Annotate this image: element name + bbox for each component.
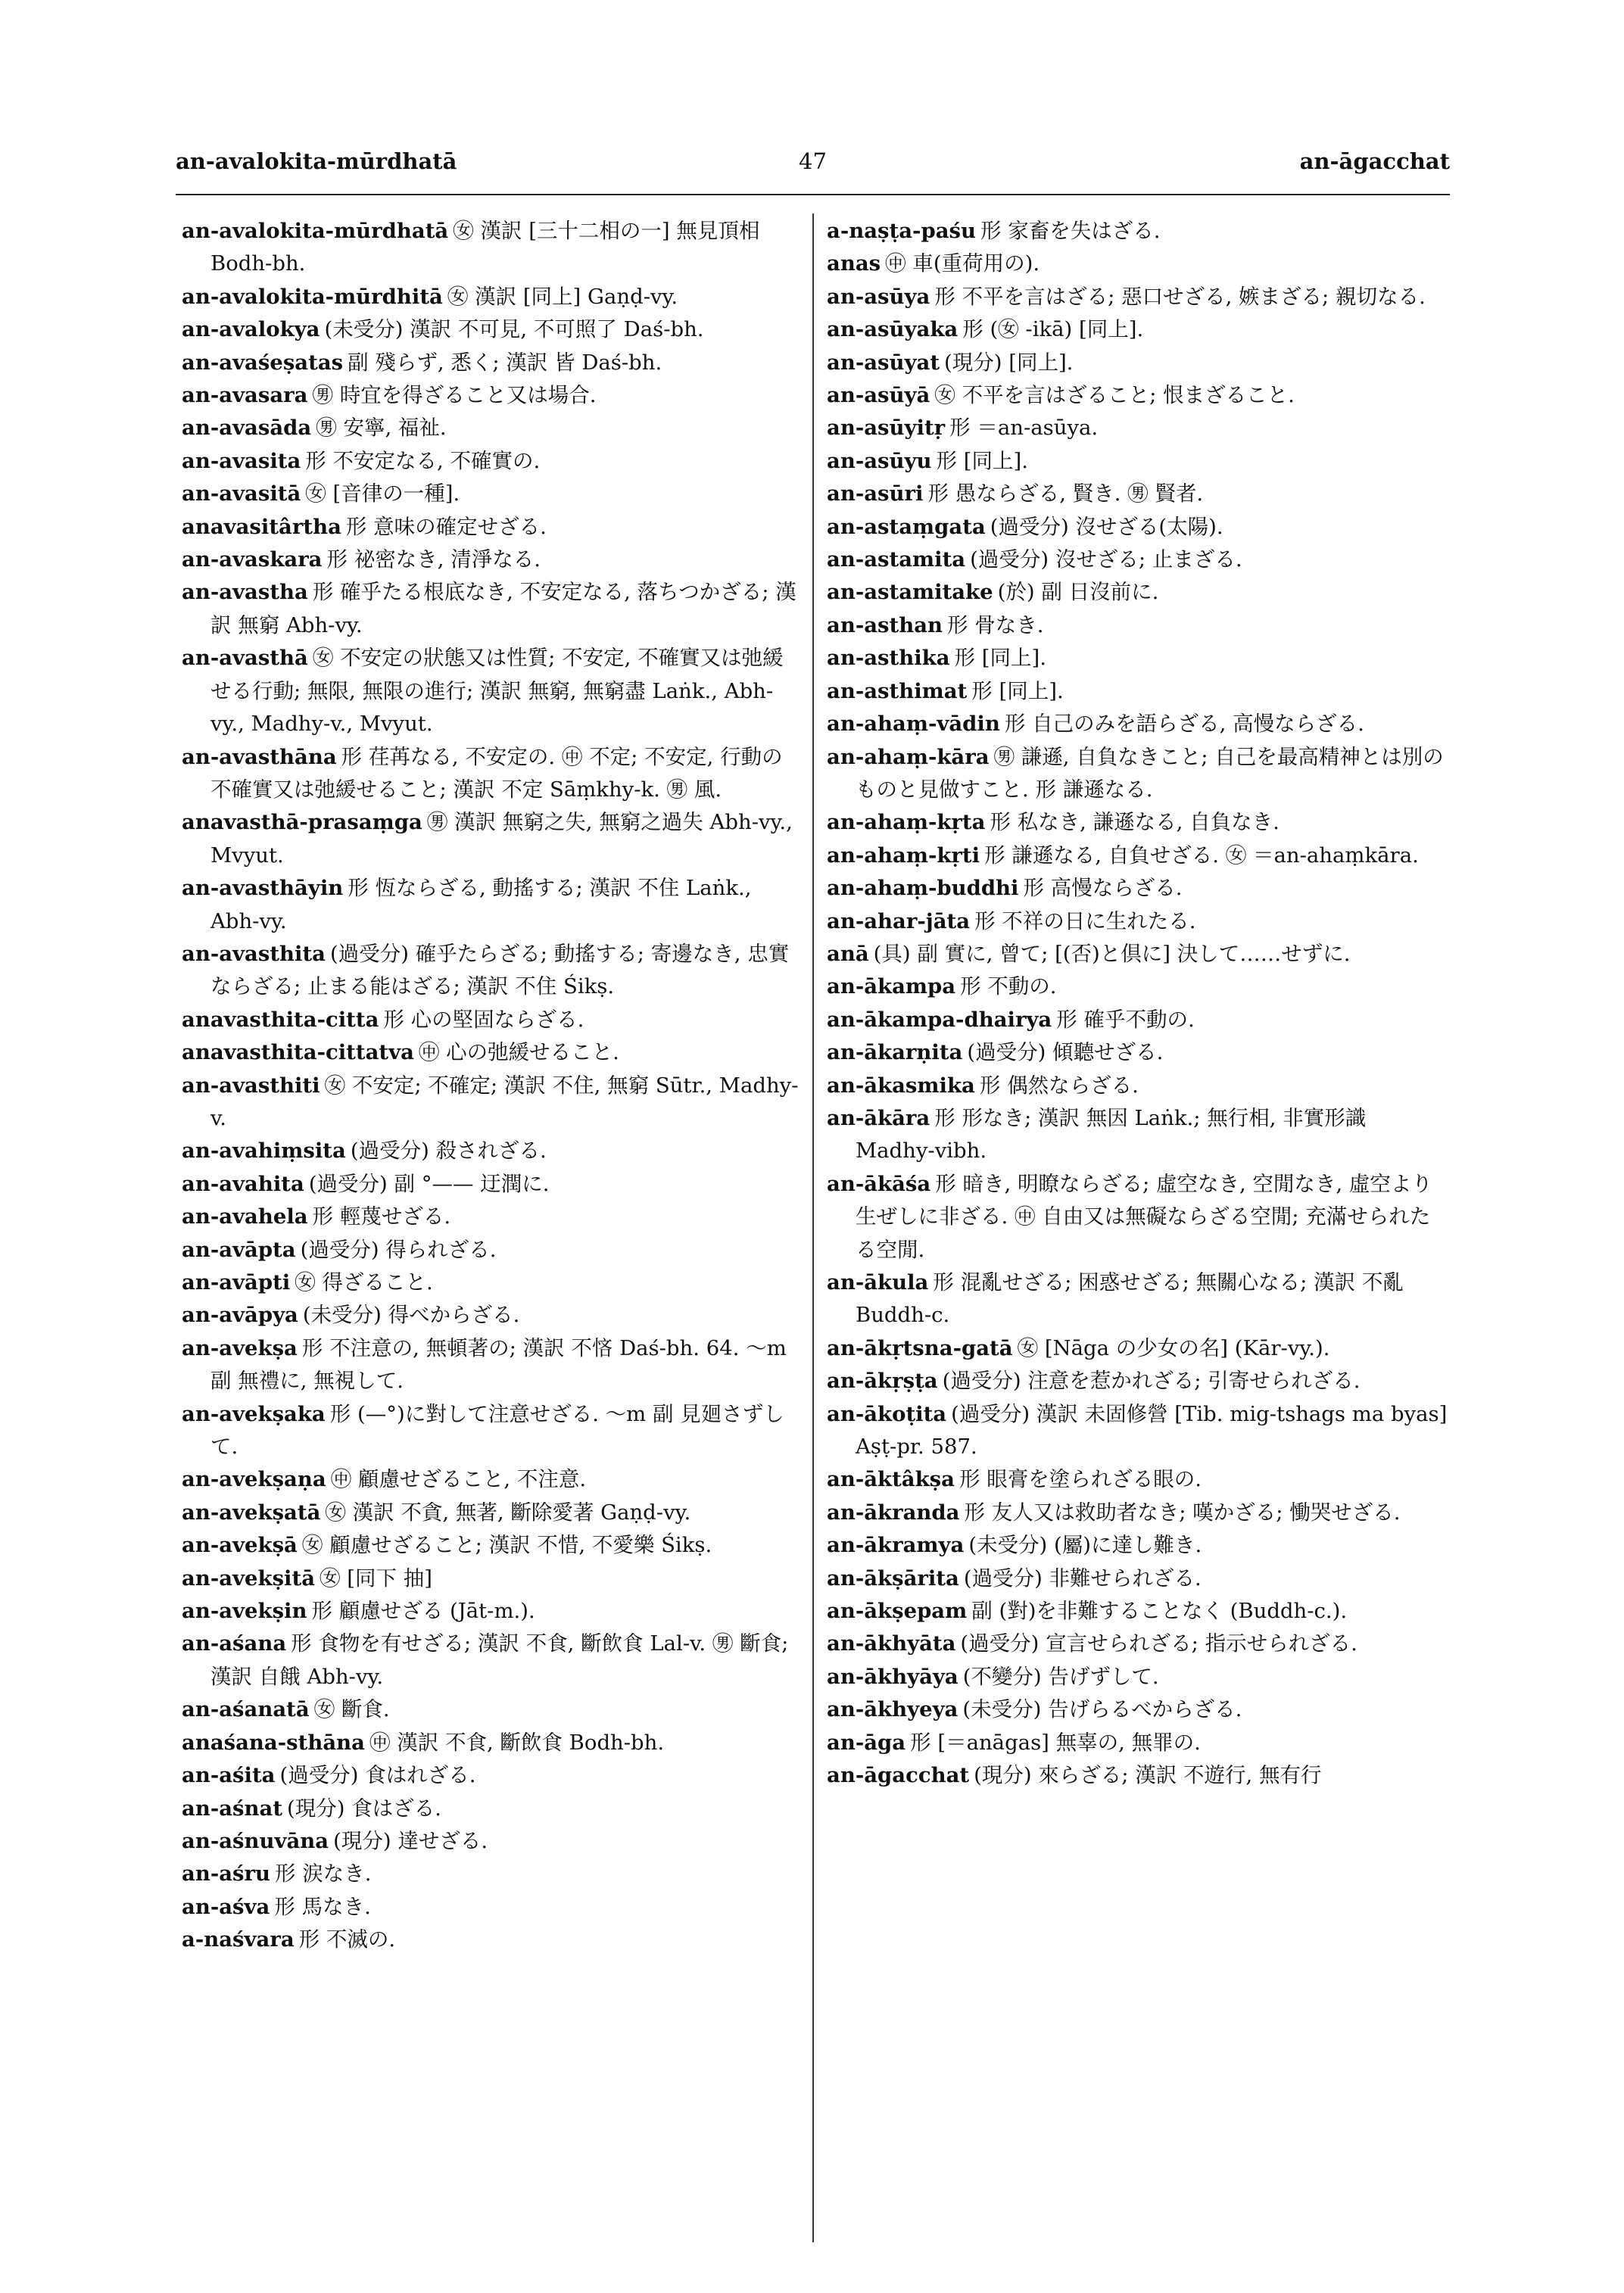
- definition: (過受分) 殺されざる.: [350, 1139, 547, 1164]
- definition: 形 骨なき.: [947, 612, 1044, 637]
- definition: (過受分) 沒せざる(太陽).: [990, 514, 1223, 539]
- headword: an-ākampa: [827, 974, 956, 999]
- dictionary-entry: [827, 1036, 1449, 1069]
- definition: 形 心の堅固ならざる.: [383, 1007, 584, 1032]
- headword: an-avasitā: [182, 481, 301, 506]
- dictionary-entry: [827, 478, 1449, 510]
- definition: 形 形なき; 漢訳 無因 Laṅk.; 無行相, 非實形識 Madhy-vibh.: [856, 1105, 1367, 1164]
- definition: (過受分) 注意を惹かれざる; 引寄せられざる.: [942, 1369, 1361, 1394]
- dictionary-entry: [182, 1070, 801, 1136]
- definition: 形 私なき, 謙遜なる, 自負なき.: [990, 810, 1280, 835]
- definition: 形 意味の確定せざる.: [345, 514, 547, 539]
- definition: (未受分) 告げらるべからざる.: [962, 1697, 1242, 1722]
- definition: 形 涙なき.: [275, 1862, 372, 1886]
- headword: anavasthita-cittatva: [182, 1040, 414, 1065]
- dictionary-entry: [182, 1135, 801, 1167]
- right-column: [827, 215, 1449, 1793]
- dictionary-entry: [827, 1070, 1449, 1102]
- dictionary-entry: [827, 1365, 1449, 1397]
- definition: (現分) 食はざる.: [287, 1796, 441, 1821]
- dictionary-entry: [182, 576, 801, 642]
- headword: an-aśana: [182, 1631, 287, 1656]
- definition: 形 (—°)に對して注意せざる. ～m 副 見廻さずして.: [210, 1401, 784, 1460]
- definition: ㊛ 不安定; 不確定; 漢訳 不住, 無窮 Sūtr., Madhy-v.: [210, 1073, 799, 1130]
- headword: an-avāpta: [182, 1237, 296, 1262]
- headword: an-avekṣaka: [182, 1401, 326, 1426]
- headword: an-aśanatā: [182, 1697, 310, 1722]
- dictionary-entry: [827, 1004, 1449, 1036]
- dictionary-entry: [182, 478, 801, 510]
- definition: (過受分) 副 °—— 迂潤に.: [308, 1171, 550, 1196]
- dictionary-entry: [182, 1266, 801, 1299]
- headword: an-aśnat: [182, 1796, 283, 1821]
- headword: an-avekṣa: [182, 1335, 298, 1360]
- dictionary-entry: [827, 215, 1449, 248]
- header-rule: [176, 194, 1450, 195]
- running-head-right: an-āgacchat: [1299, 148, 1450, 174]
- headword: an-āktâkṣa: [827, 1467, 955, 1492]
- headword: an-ākasmika: [827, 1073, 975, 1098]
- headword: an-avekṣatā: [182, 1500, 321, 1525]
- headword: an-avasāda: [182, 416, 312, 441]
- dictionary-entry: [827, 1727, 1449, 1759]
- dictionary-entry: [182, 1299, 801, 1332]
- headword: anavasitârtha: [182, 514, 341, 539]
- dictionary-entry: [182, 1825, 801, 1858]
- headword: an-avasara: [182, 383, 308, 408]
- dictionary-entry: [827, 412, 1449, 444]
- headword: anavasthita-citta: [182, 1007, 379, 1032]
- definition: ㊛ 顧慮せざること; 漢訳 不惜, 不愛樂 Śikṣ.: [301, 1533, 712, 1558]
- dictionary-entry: [182, 1628, 801, 1693]
- page-header: [176, 148, 1450, 182]
- headword: an-ahaṃ-vādin: [827, 712, 1000, 737]
- dictionary-entry: [182, 1234, 801, 1266]
- definition: (不變分) 告げずして.: [962, 1664, 1159, 1689]
- headword: an-ākhyeya: [827, 1697, 959, 1722]
- headword: an-ākṛṣṭa: [827, 1369, 938, 1394]
- headword: an-asthika: [827, 646, 950, 671]
- dictionary-entry: [827, 905, 1449, 938]
- headword: an-avahela: [182, 1204, 308, 1229]
- dictionary-entry: [827, 1562, 1449, 1595]
- dictionary-entry: [827, 1628, 1449, 1660]
- definition: 形 不動の.: [960, 974, 1057, 999]
- definition: (過受分) 傾聽せざる.: [967, 1040, 1164, 1065]
- dictionary-entry: [827, 544, 1449, 576]
- dictionary-entry: [827, 379, 1449, 412]
- definition: 形 不滅の.: [298, 1927, 396, 1952]
- definition: 形 自己のみを語らざる, 高慢ならざる.: [1004, 712, 1364, 737]
- headword: an-ākula: [827, 1270, 929, 1294]
- definition: (現分) 達せざる.: [333, 1828, 488, 1853]
- definition: 形 荏苒なる, 不安定の. ㊥ 不定; 不安定, 行動の不確實又は弛緩せること; 漢訳 不定 Sāṃkhy-k. ㊚ 風.: [210, 744, 783, 802]
- dictionary-entry: [827, 1332, 1449, 1365]
- definition: (過受分) 漢訳 未固修營 [Tib. mig-tshags ma byas] Aṣṭ-pr. 587.: [856, 1401, 1448, 1460]
- headword: an-avekṣaṇa: [182, 1467, 326, 1492]
- headword: an-aśru: [182, 1862, 271, 1886]
- headword: an-ākṣepam: [827, 1599, 968, 1624]
- headword: an-asthan: [827, 612, 943, 637]
- definition: 副 殘らず, 悉く; 漢訳 皆 Daś-bh.: [348, 350, 662, 375]
- headword: a-naṣṭa-paśu: [827, 219, 976, 243]
- left-column: [182, 215, 801, 1957]
- headword: an-avāpya: [182, 1303, 298, 1328]
- headword: an-astaṃgata: [827, 514, 986, 539]
- definition: ㊛ 漢訳 [同上] Gaṇḍ-vy.: [447, 284, 678, 309]
- definition: 形 (㊛ -ikā) [同上].: [962, 317, 1144, 342]
- definition: 形 謙遜なる, 自負せざる. ㊛ ＝an-ahaṃkāra.: [984, 843, 1419, 868]
- headword: anas: [827, 251, 881, 276]
- definition: ㊥ 心の弛緩せること.: [418, 1040, 619, 1065]
- definition: (現分) 來らざる; 漢訳 不遊行, 無有行: [974, 1763, 1322, 1788]
- definition: 形 馬なき.: [274, 1894, 371, 1919]
- dictionary-entry: [182, 313, 801, 346]
- headword: an-avasthā: [182, 646, 308, 671]
- definition: (過受分) 沒せざる; 止まざる.: [970, 547, 1242, 572]
- definition: 形 愚ならざる, 賢き. ㊚ 賢者.: [927, 481, 1204, 506]
- headword: an-avahita: [182, 1171, 304, 1196]
- definition: ㊚ 時宜を得ざること又は場合.: [312, 383, 597, 408]
- dictionary-entry: [827, 281, 1449, 313]
- dictionary-entry: [827, 1529, 1449, 1562]
- headword: anaśana-sthāna: [182, 1730, 365, 1755]
- headword: anā: [827, 941, 869, 966]
- definition: 形 輕蔑せざる.: [312, 1204, 451, 1229]
- headword: an-avasthāna: [182, 744, 337, 769]
- definition: ㊛ 不平を言はざること; 恨まざること.: [934, 383, 1295, 408]
- dictionary-entry: [182, 1727, 801, 1759]
- definition: (未受分) 漢訳 不可見, 不可照了 Daś-bh.: [324, 317, 704, 342]
- headword: an-ākhyāta: [827, 1631, 956, 1656]
- headword: an-ākramya: [827, 1533, 965, 1558]
- headword: an-avalokya: [182, 317, 320, 342]
- headword: an-ākampa-dhairya: [827, 1007, 1052, 1032]
- headword: an-avasthiti: [182, 1073, 320, 1098]
- running-head-left: an-avalokita-mūrdhatā: [176, 148, 457, 174]
- headword: an-asūri: [827, 481, 924, 506]
- definition: 形 [＝anāgas] 無辜の, 無罪の.: [910, 1730, 1201, 1755]
- definition: 副 (對)を非難することなく (Buddh-c.).: [971, 1599, 1348, 1624]
- headword: an-avasthita: [182, 941, 326, 966]
- definition: (未受分) (屬)に達し難き.: [968, 1533, 1202, 1558]
- headword: an-avasita: [182, 448, 301, 473]
- dictionary-entry: [182, 281, 801, 313]
- dictionary-entry: [827, 1595, 1449, 1628]
- definition: ㊥ 顧慮せざること, 不注意.: [330, 1467, 587, 1492]
- headword: an-ahar-jāta: [827, 908, 971, 933]
- definition: ㊛ [音律の一種].: [305, 481, 460, 506]
- dictionary-entry: [182, 642, 801, 740]
- definition: 形 不平を言はざる; 惡口せざる, 嫉まざる; 親切なる.: [934, 284, 1426, 309]
- dictionary-entry: [182, 806, 801, 872]
- dictionary-entry: [827, 1661, 1449, 1693]
- definition: ㊛ 漢訳 [三十二相の一] 無見頂相 Bodh-bh.: [210, 219, 760, 276]
- headword: an-āga: [827, 1730, 906, 1755]
- dictionary-entry: [182, 1398, 801, 1464]
- dictionary-entry: [182, 1793, 801, 1825]
- definition: ㊥ 漢訳 不食, 斷飲食 Bodh-bh.: [369, 1730, 665, 1755]
- definition: 形 食物を有せざる; 漢訳 不食, 斷飲食 Lal-v. ㊚ 斷食; 漢訳 自餓 Abh-vy.: [210, 1631, 789, 1689]
- definition: ㊛ [Nāga の少女の名] (Kār-vy.).: [1017, 1335, 1330, 1360]
- dictionary-entry: [827, 1497, 1449, 1529]
- dictionary-entry: [827, 642, 1449, 675]
- headword: an-avalokita-mūrdhitā: [182, 284, 443, 309]
- definition: 形 恆ならざる, 動搖する; 漢訳 不住 Laṅk., Abh-vy.: [210, 876, 752, 933]
- headword: an-aśnuvāna: [182, 1828, 329, 1853]
- headword: an-avaskara: [182, 547, 323, 572]
- headword: an-ahaṃ-kṛti: [827, 843, 980, 868]
- dictionary-entry: [182, 1759, 801, 1792]
- dictionary-entry: [827, 347, 1449, 379]
- headword: an-ākhyāya: [827, 1664, 959, 1689]
- headword: an-ahaṃ-kṛta: [827, 810, 986, 835]
- dictionary-entry: [827, 1168, 1449, 1266]
- dictionary-entry: [182, 511, 801, 544]
- headword: an-ākṣārita: [827, 1566, 959, 1590]
- definition: 形 不注意の, 無頓著の; 漢訳 不悋 Daś-bh. 64. ～m 副 無禮に, 無視して.: [210, 1335, 787, 1394]
- definition: 形 混亂せざる; 困惑せざる; 無關心なる; 漢訳 不亂 Buddh-c.: [856, 1270, 1404, 1328]
- definition: 形 祕密なき, 清淨なる.: [326, 547, 541, 572]
- dictionary-entry: [182, 872, 801, 938]
- definition: (過受分) 非難せられざる.: [963, 1566, 1202, 1590]
- dictionary-entry: [182, 1693, 801, 1726]
- headword: an-ahaṃ-buddhi: [827, 876, 1019, 901]
- headword: an-ākarṇita: [827, 1040, 963, 1065]
- headword: an-asthimat: [827, 678, 968, 703]
- dictionary-entry: [827, 675, 1449, 708]
- definition: (於) 副 日沒前に.: [997, 580, 1159, 605]
- dictionary-entry: [182, 938, 801, 1004]
- headword: an-ākoṭita: [827, 1401, 947, 1426]
- definition: 形 暗き, 明瞭ならざる; 虛空なき, 空閒なき, 虛空より生ぜしに非ざる. ㊥ 自由又は無礙ならざる空閒; 充滿せられたる空閒.: [856, 1171, 1432, 1262]
- headword: an-avasthāyin: [182, 876, 344, 901]
- definition: 形 偶然ならざる.: [979, 1073, 1139, 1098]
- definition: ㊛ 不安定の狀態又は性質; 不安定, 不確實又は弛緩せる行動; 無限, 無限の進行; 漢訳 無窮, 無窮盡 Laṅk., Abh-vy., Madhy-v., Mvyut.: [210, 646, 784, 737]
- dictionary-entry: [827, 576, 1449, 609]
- headword: a-naśvara: [182, 1927, 295, 1952]
- headword: an-asūyaka: [827, 317, 959, 342]
- headword: an-avastha: [182, 580, 308, 605]
- dictionary-entry: [182, 445, 801, 478]
- headword: an-avekṣitā: [182, 1566, 316, 1590]
- dictionary-entry: [182, 412, 801, 444]
- dictionary-entry: [827, 872, 1449, 905]
- definition: ㊛ 漢訳 不貪, 無著, 斷除愛著 Gaṇḍ-vy.: [325, 1500, 691, 1525]
- dictionary-entry: [182, 1529, 801, 1562]
- dictionary-entry: [182, 1924, 801, 1956]
- dictionary-entry: [827, 840, 1449, 872]
- definition: 形 ＝an-asūya.: [949, 416, 1099, 441]
- definition: ㊛ 斷食.: [313, 1697, 390, 1722]
- headword: an-asūyā: [827, 383, 930, 408]
- definition: 形 顧慮せざる (Jāt-m.).: [311, 1599, 535, 1624]
- definition: 形 [同上].: [954, 646, 1046, 671]
- dictionary-entry: [182, 1036, 801, 1069]
- dictionary-entry: [182, 1168, 801, 1201]
- dictionary-entry: [182, 544, 801, 576]
- definition: ㊚ 安寧, 福祉.: [316, 416, 447, 441]
- headword: an-aśva: [182, 1894, 270, 1919]
- page-number: 47: [799, 148, 827, 174]
- dictionary-entry: [827, 313, 1449, 346]
- headword: an-avaśeṣatas: [182, 350, 344, 375]
- definition: (過受分) 食はれざる.: [279, 1763, 476, 1788]
- definition: ㊚ 漢訳 無窮之失, 無窮之過失 Abh-vy., Mvyut.: [210, 810, 793, 868]
- headword: an-asūyitṛ: [827, 416, 946, 441]
- definition: (未受分) 得べからざる.: [302, 1303, 520, 1328]
- dictionary-entry: [827, 1759, 1449, 1792]
- dictionary-entry: [827, 970, 1449, 1003]
- definition: 形 高慢ならざる.: [1023, 876, 1183, 901]
- headword: an-astamita: [827, 547, 966, 572]
- definition: (具) 副 實に, 曾て; [(否)と倶に] 決して……せずに.: [873, 941, 1351, 966]
- dictionary-entry: [182, 1004, 801, 1036]
- definition: 形 [同上].: [971, 678, 1064, 703]
- definition: 形 確乎たる根底なき, 不安定なる, 落ちつかざる; 漢訳 無窮 Abh-vy.: [210, 580, 796, 637]
- dictionary-entry: [827, 1693, 1449, 1726]
- dictionary-entry: [182, 1891, 801, 1924]
- dictionary-entry: [827, 938, 1449, 970]
- dictionary-entry: [827, 1463, 1449, 1496]
- dictionary-entry: [182, 1497, 801, 1529]
- dictionary-entry: [827, 511, 1449, 544]
- dictionary-entry: [827, 1102, 1449, 1168]
- definition: (過受分) 確乎たらざる; 動搖する; 寄邊なき, 忠實ならざる; 止まる能はざる; 漢訳 不住 Śikṣ.: [210, 941, 790, 999]
- dictionary-entry: [182, 1562, 801, 1595]
- dictionary-entry: [827, 806, 1449, 839]
- dictionary-entry: [182, 1595, 801, 1628]
- dictionary-entry: [827, 741, 1449, 807]
- definition: 形 確乎不動の.: [1056, 1007, 1195, 1032]
- dictionary-entry: [182, 741, 801, 807]
- definition: 形 [同上].: [936, 448, 1028, 473]
- definition: ㊛ [同下 抽]: [320, 1566, 432, 1590]
- definition: ㊛ 得ざること.: [295, 1270, 433, 1294]
- definition: ㊚ 謙遜, 自負なきこと; 自己を最高精神とは別のものと見做すこと. 形 謙遜なる.: [856, 744, 1444, 802]
- dictionary-entry: [182, 1463, 801, 1496]
- headword: an-ākāśa: [827, 1171, 931, 1196]
- headword: an-astamitake: [827, 580, 993, 605]
- definition: 形 家畜を失はざる.: [980, 219, 1161, 243]
- definition: (過受分) 宣言せられざる; 指示せられざる.: [960, 1631, 1357, 1656]
- dictionary-entry: [182, 1332, 801, 1398]
- dictionary-entry: [182, 1201, 801, 1233]
- headword: an-aśita: [182, 1763, 276, 1788]
- dictionary-entry: [827, 708, 1449, 740]
- headword: an-avekṣā: [182, 1533, 298, 1558]
- headword: an-avekṣin: [182, 1599, 307, 1624]
- headword: an-ākāra: [827, 1105, 930, 1130]
- headword: an-ākṛtsna-gatā: [827, 1335, 1013, 1360]
- dictionary-entry: [182, 215, 801, 281]
- dictionary-entry: [827, 1398, 1449, 1464]
- dictionary-entry: [182, 1858, 801, 1890]
- dictionary-entry: [182, 347, 801, 379]
- headword: an-asūya: [827, 284, 930, 309]
- dictionary-entry: [182, 379, 801, 412]
- definition: 形 不安定なる, 不確實の.: [305, 448, 541, 473]
- definition: 形 眼膏を塗られざる眼の.: [959, 1467, 1202, 1492]
- headword: an-avahiṃsita: [182, 1139, 346, 1164]
- definition: ㊥ 車(重荷用の).: [885, 251, 1040, 276]
- dictionary-entry: [827, 1266, 1449, 1332]
- headword: an-ākranda: [827, 1500, 960, 1525]
- definition: 形 友人又は救助者なき; 嘆かざる; 慟哭せざる.: [964, 1500, 1401, 1525]
- headword: an-ahaṃ-kāra: [827, 744, 990, 769]
- headword: an-asūyat: [827, 350, 940, 375]
- dictionary-entry: [827, 609, 1449, 642]
- dictionary-entry: [827, 445, 1449, 478]
- headword: an-avāpti: [182, 1270, 291, 1294]
- headword: anavasthā-prasaṃga: [182, 810, 422, 835]
- headword: an-āgacchat: [827, 1763, 970, 1788]
- definition: 形 不祥の日に生れたる.: [974, 908, 1196, 933]
- column-divider: [812, 213, 814, 2242]
- definition: (現分) [同上].: [944, 350, 1074, 375]
- headword: an-asūyu: [827, 448, 932, 473]
- headword: an-avalokita-mūrdhatā: [182, 219, 449, 243]
- definition: (過受分) 得られざる.: [300, 1237, 497, 1262]
- dictionary-entry: [827, 248, 1449, 280]
